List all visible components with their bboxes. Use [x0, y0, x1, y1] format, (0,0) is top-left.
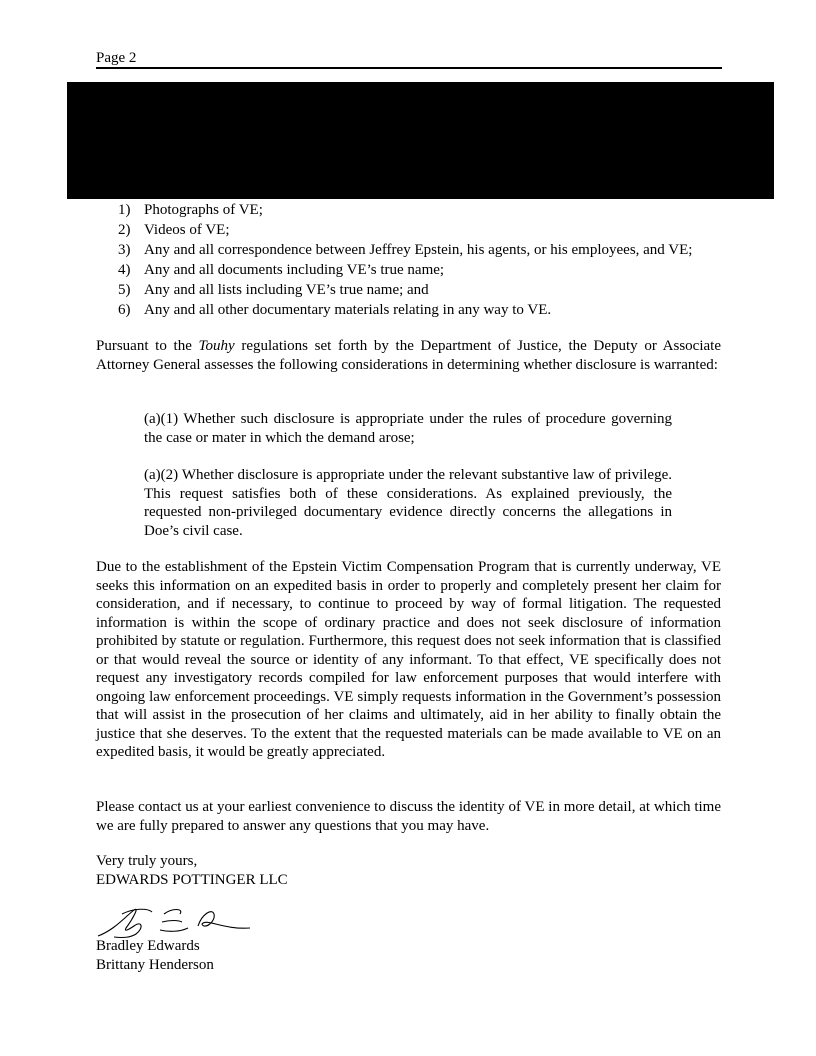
page-number: Page 2 — [96, 50, 137, 66]
list-item — [118, 200, 728, 220]
consideration-a2: (a)(2) Whether disclosure is appropriate under the relevant substantive law of privilege. This request satisfies both of these considerations. As explained previously, the requested non-privileged documentary evidence directly concerns the allegations in Doe’s civil case. — [144, 467, 672, 539]
firm-name: EDWARDS POTTINGER LLC — [96, 872, 288, 888]
list-number: 6) — [118, 302, 131, 318]
touhy-paragraph — [96, 337, 721, 374]
list-item — [118, 300, 728, 320]
signer-name: Brittany Henderson — [96, 957, 214, 973]
touhy-suffix: regulations set forth by the Department of Justice, the Deputy or Associate Attorney General assesses the following considerations in determining whether disclosure is warranted: — [96, 338, 721, 373]
signature-image — [94, 900, 254, 942]
list-text: Videos of VE; — [144, 222, 230, 238]
list-item — [118, 260, 728, 280]
list-item — [118, 240, 728, 260]
list-number: 2) — [118, 222, 131, 238]
list-number: 3) — [118, 242, 131, 258]
signer-name: Bradley Edwards — [96, 938, 200, 954]
touhy-italic: Touhy — [198, 338, 235, 354]
list-item — [118, 220, 728, 240]
touhy-prefix: Pursuant to the — [96, 338, 199, 354]
salutation: Very truly yours, — [96, 853, 198, 869]
redaction-block — [67, 82, 774, 199]
list-number: 1) — [118, 202, 131, 218]
list-text: Any and all lists including VE’s true name; and — [144, 282, 429, 298]
consideration-a1: (a)(1) Whether such disclosure is appropriate under the rules of procedure governing the case or mater in which the demand arose; — [144, 411, 672, 446]
page-header — [96, 50, 722, 69]
request-list — [118, 200, 728, 320]
list-text: Photographs of VE; — [144, 202, 263, 218]
list-number: 5) — [118, 282, 131, 298]
list-item — [118, 280, 728, 300]
list-number: 4) — [118, 262, 131, 278]
header-rule — [96, 67, 722, 69]
list-text: Any and all documents including VE’s true name; — [144, 262, 445, 278]
list-text: Any and all other documentary materials relating in any way to VE. — [144, 302, 552, 318]
contact-paragraph: Please contact us at your earliest convenience to discuss the identity of VE in more detail, at which time we are fully prepared to answer any questions that you may have. — [96, 799, 721, 834]
body-paragraph: Due to the establishment of the Epstein Victim Compensation Program that is currently underway, VE seeks this information on an expedited basis in order to properly and completely present her claim for consideration, and if necessary, to continue to proceed by way of formal litigation. The requested information is within the scope of ordinary practice and does not seek disclosure of information prohibited by statute or regulation. Furthermore, this request does not seek information that is classified or that would reveal the source or identity of any informant. To that effect, VE specifically does not request any investigatory records compiled for law enforcement purposes that would interfere with ongoing law enforcement proceedings. VE simply requests information in the Government’s possession that will assist in the prosecution of her claims and ultimately, aid in her ability to finally obtain the justice that she deserves. To the extent that the requested materials can be made available to VE on an expedited basis, it would be greatly appreciated. — [96, 559, 721, 760]
list-text: Any and all correspondence between Jeffrey Epstein, his agents, or his employees, and VE; — [144, 242, 693, 258]
